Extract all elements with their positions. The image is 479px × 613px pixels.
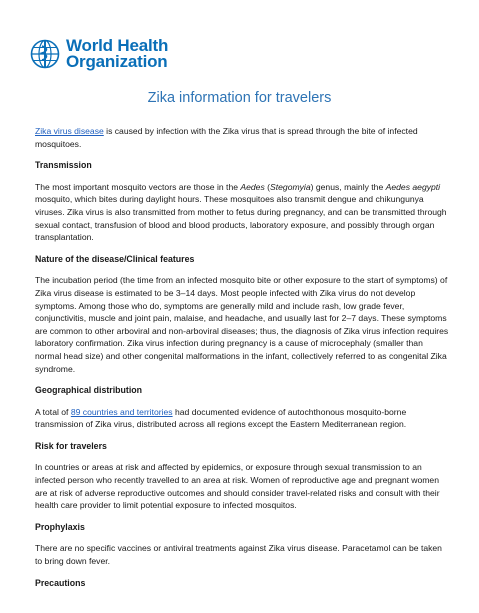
transmission-text-3: ) genus, mainly the <box>310 181 386 192</box>
who-wordmark <box>66 38 168 70</box>
zika-virus-disease-link[interactable]: Zika virus disease <box>35 126 104 136</box>
risk-paragraph: In countries or areas at risk and affected by epidemics, or exposure through sexual transmission to an infected person who recently travelled to an area at risk. Women of reproductive age and pregnant women are at risk of adverse reproductive outcomes and should consider travel-related risks and consult with their health care provider to limit potential exposure to infected mosquitos. <box>35 462 440 511</box>
countries-territories-link[interactable]: 89 countries and territories <box>70 406 173 417</box>
nature-heading: Nature of the disease/Clinical features <box>35 253 195 264</box>
geo-heading: Geographical distribution <box>35 385 143 396</box>
transmission-text-4: mosquito, which bites during daylight hours. These mosquitoes also transmit dengue and chikungunya viruses. Zika virus is also transmitted from mother to fetus during pregnancy, and can be transmitted through sexual contact, transfusion of blood and blood products, laboratory exposure, and possibly through organ transplantation. <box>35 194 447 243</box>
who-emblem-icon <box>30 39 60 69</box>
transmission-text-2: ( <box>264 181 271 192</box>
intro-text: is caused by infection with the Zika virus that is spread through the bite of infected mosquitoes. <box>35 126 418 149</box>
intro-paragraph <box>35 125 450 150</box>
transmission-italic-aedes-aegypti: Aedes aegypti <box>385 181 441 192</box>
document-body <box>35 125 450 589</box>
risk-heading: Risk for travelers <box>35 440 107 451</box>
transmission-text-1: The most important mosquito vectors are those in the <box>35 181 241 192</box>
geo-paragraph <box>35 406 450 431</box>
transmission-italic-aedes: Aedes <box>240 181 265 192</box>
nature-paragraph: The incubation period (the time from an infected mosquito bite or other exposure to the start of symptoms) of Zika virus disease is estimated to be 3–14 days. Most people infected with Zika virus do not develop symptoms. Among those who do, symptoms are generally mild and include rash, low grade fever, conjunctivitis, muscle and joint pain, malaise, and headache, and usually last for 2–7 days. These symptoms are common to other arboviral and non-arboviral diseases; thus, the diagnosis of Zika virus infection requires laboratory confirmation. Zika virus infection during pregnancy is a cause of microcephaly (smaller than normal head size) and other congenital malformations in the infant, collectively referred to as congenital Zika syndrome. <box>35 275 449 374</box>
geo-text-2: had documented evidence of autochthonous mosquito-borne transmission of Zika virus, distributed across all regions except the Eastern Mediterranean region. <box>35 406 407 430</box>
who-logo <box>30 38 168 70</box>
geo-text-1: A total of <box>35 406 71 417</box>
transmission-paragraph <box>35 181 450 244</box>
prophylaxis-heading: Prophylaxis <box>35 521 85 532</box>
who-wordmark-line2: Organization <box>66 52 168 71</box>
transmission-heading: Transmission <box>35 160 92 171</box>
who-wordmark-line1: World Health <box>66 36 169 55</box>
transmission-italic-stegomyia: Stegomyia <box>270 181 311 192</box>
precautions-heading: Precautions <box>35 577 86 588</box>
prophylaxis-paragraph: There are no specific vaccines or antiviral treatments against Zika virus disease. Paracetamol can be taken to bring down fever. <box>35 543 442 567</box>
page-title: Zika information for travelers <box>147 90 332 106</box>
